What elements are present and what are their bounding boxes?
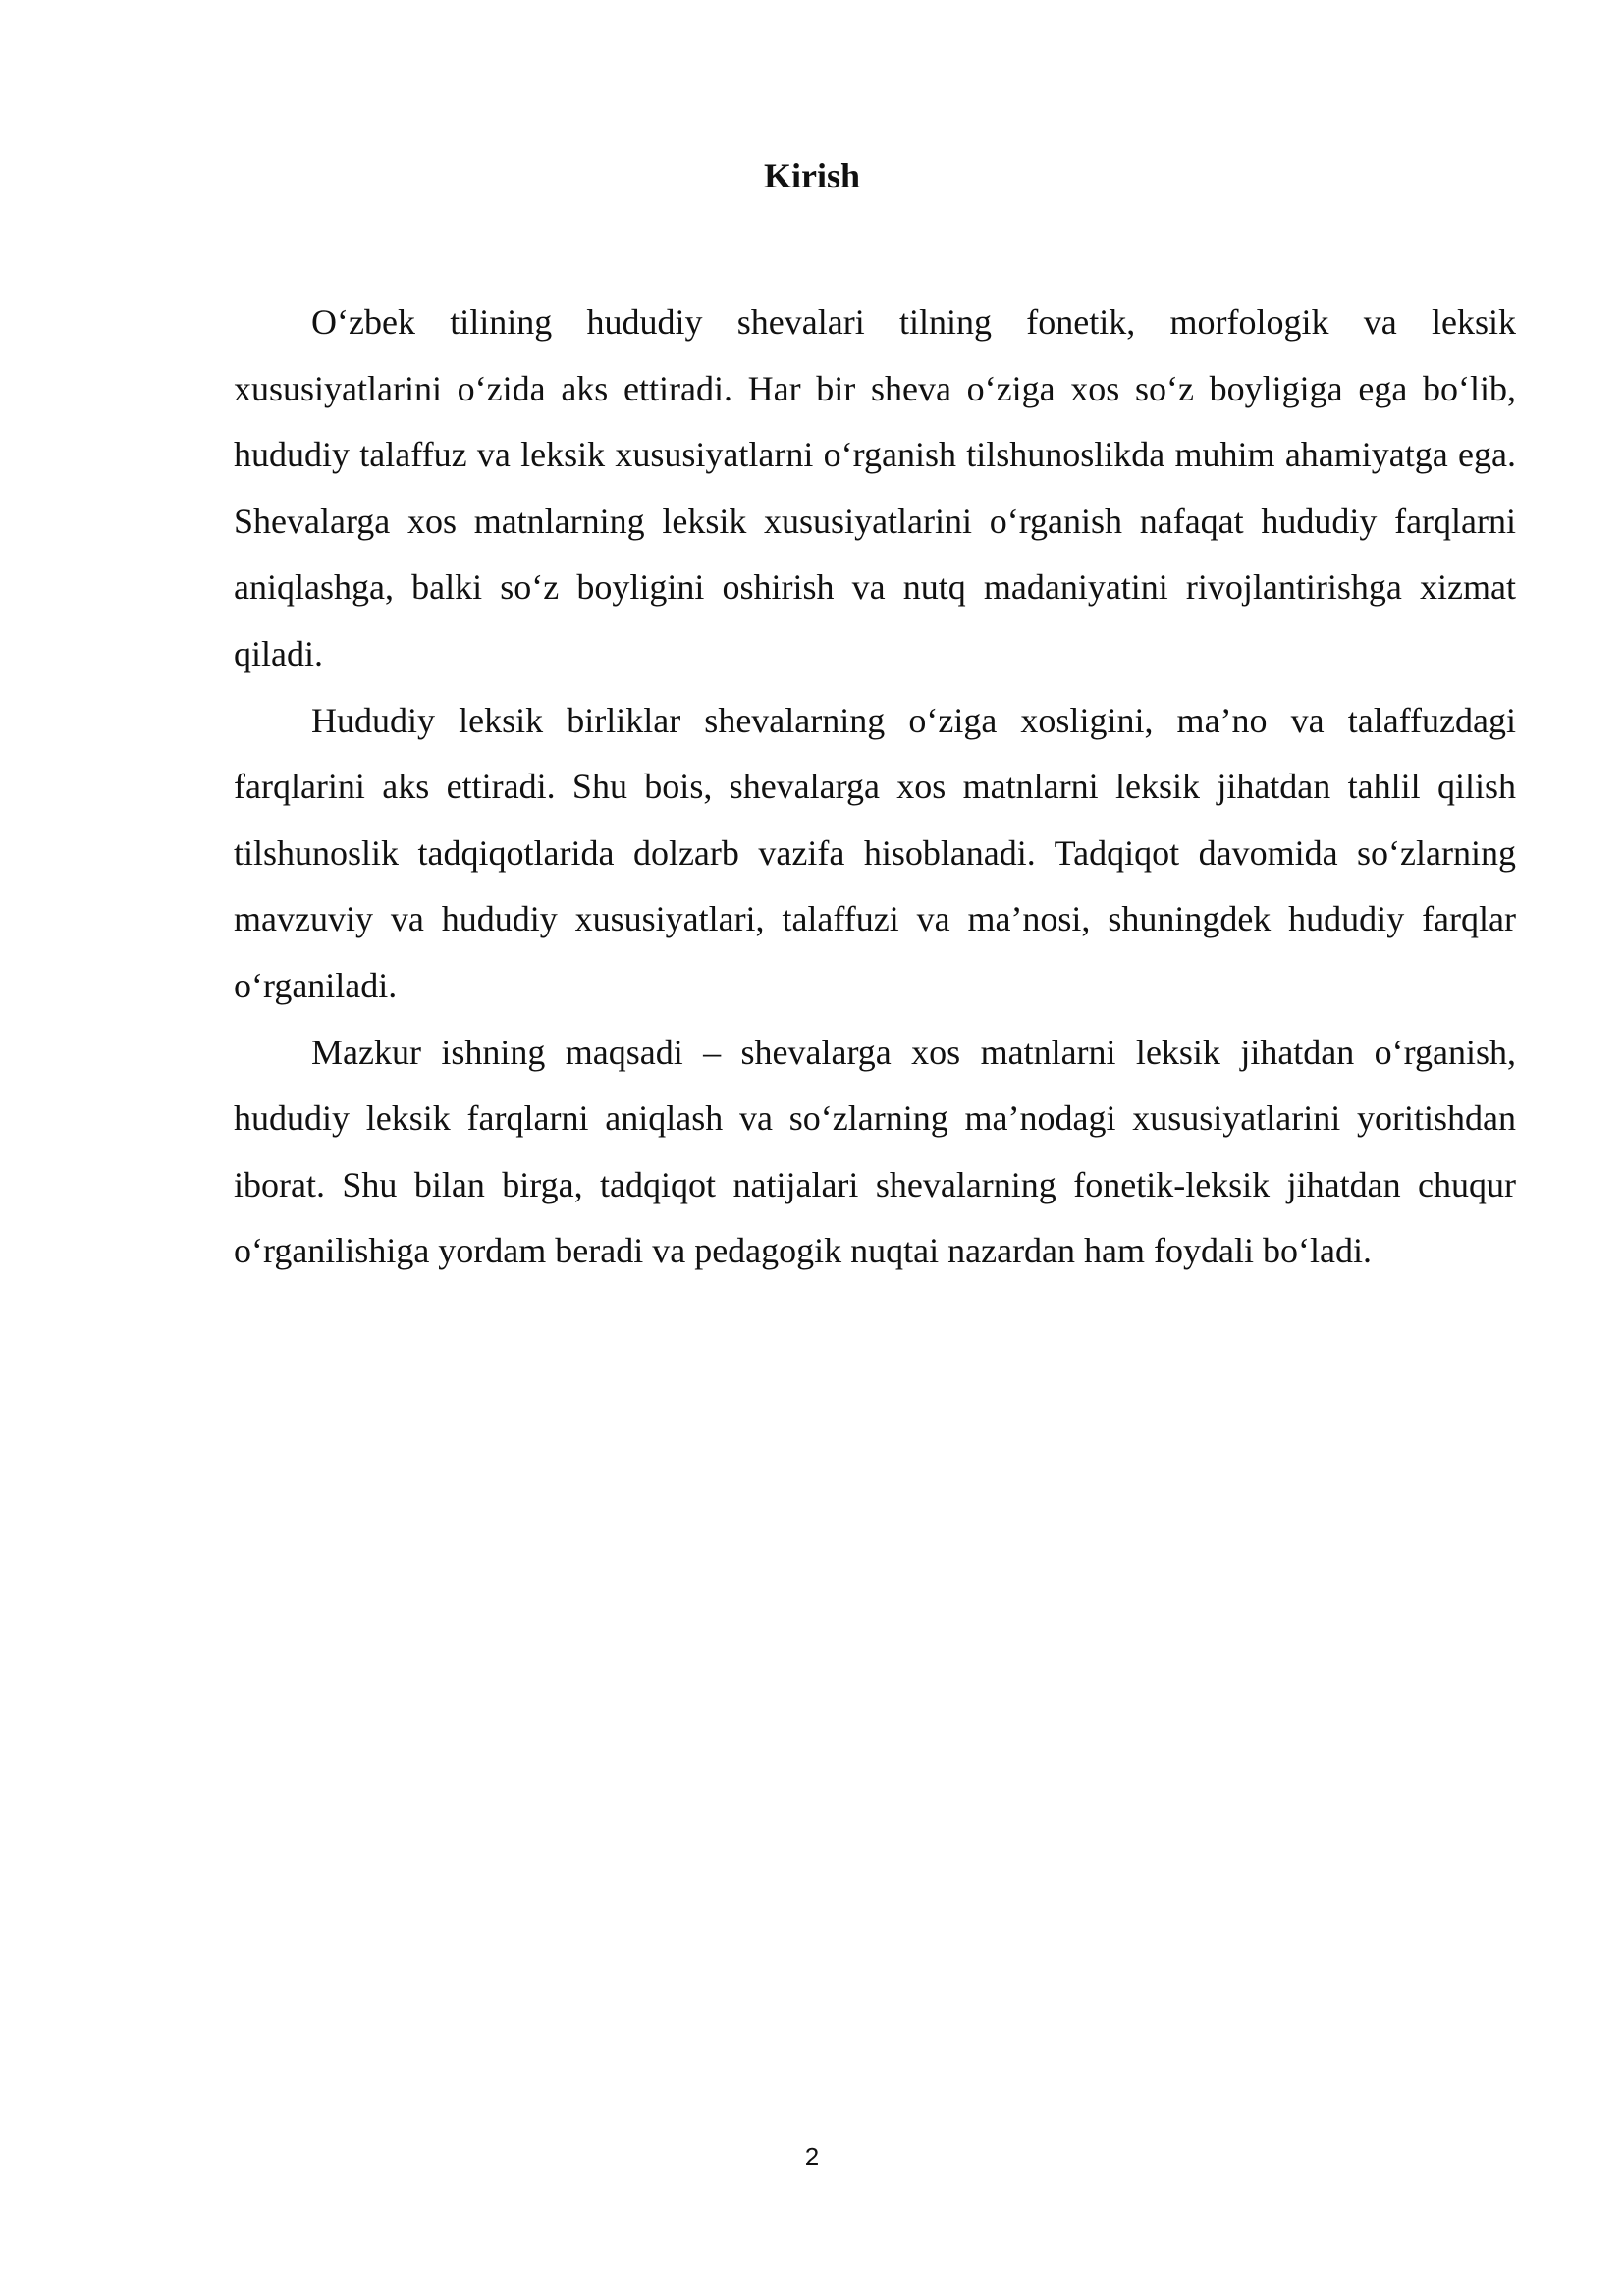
- paragraph-1: O‘zbek tilining hududiy shevalari tilning fonetik, morfologik va leksik xususiyatlarini o‘zida aks ettiradi. Har bir sheva o‘ziga xos so‘z boyligiga ega bo‘lib, hududiy talaffuz va leksik xususiyatlarni o‘rganish tilshunoslikda muhim ahamiyatga ega. Shevalarga xos matnlarning leksik xususiyatlarini o‘rganish nafaqat hududiy farqlarni aniqlashga, balki so‘z boyligini oshirish va nutq madaniyatini rivojlantirishga xizmat qiladi.: [234, 302, 1516, 673]
- paragraph-2: Hududiy leksik birliklar shevalarning o‘ziga xosligini, ma’no va talaffuzdagi farqlarini aks ettiradi. Shu bois, shevalarga xos matnlarni leksik jihatdan tahlil qilish tilshunoslik tadqiqotlarida dolzarb vazifa hisoblanadi. Tadqiqot davomida so‘zlarning mavzuviy va hududiy xususiyatlari, talaffuzi va ma’nosi, shuningdek hududiy farqlar o‘rganiladi.: [234, 700, 1516, 1005]
- page-number: 2: [804, 2142, 820, 2171]
- page-title: Kirish: [763, 156, 860, 195]
- body-text: [234, 290, 1516, 1285]
- paragraph-3: Mazkur ishning maqsadi – shevalarga xos matnlarni leksik jihatdan o‘rganish, hududiy leksik farqlarni aniqlash va so‘zlarning ma’nodagi xususiyatlarini yoritishdan iborat. Shu bilan birga, tadqiqot natijalari shevalarning fonetik-leksik jihatdan chuqur o‘rganilishiga yordam beradi va pedagogik nuqtai nazardan ham foydali bo‘ladi.: [234, 1032, 1516, 1271]
